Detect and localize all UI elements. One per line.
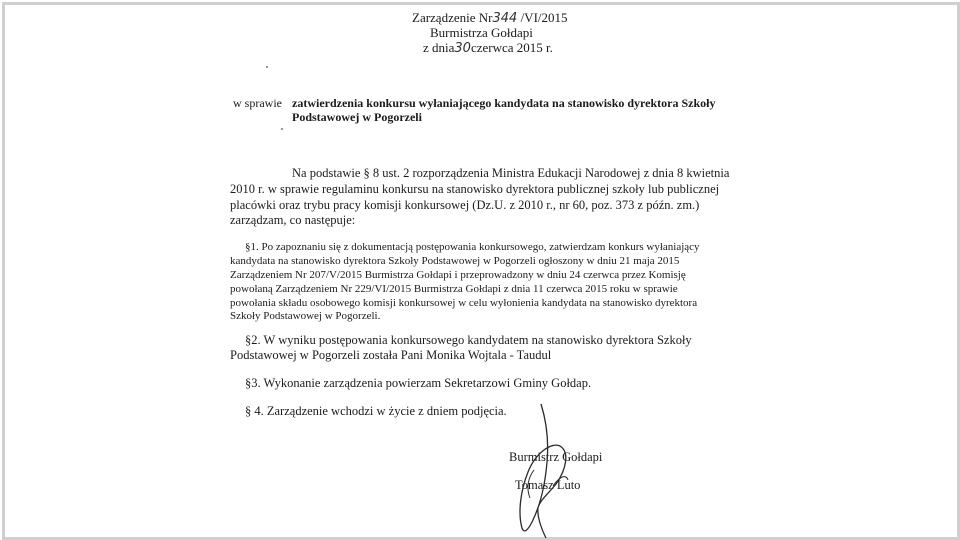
- section-1-line-6: Szkoły Podstawowej w Pogorzeli.: [230, 310, 381, 322]
- preamble-line-1: Na podstawie § 8 ust. 2 rozporządzenia Ministra Edukacji Narodowej z dnia 8 kwietnia: [292, 166, 730, 180]
- section-1-line-4: powołaną Zarządzeniem Nr 229/VI/2015 Burmistrza Gołdapi z dnia 11 czerwca 2015 roku w sprawie: [230, 283, 678, 295]
- preamble-line-2: 2010 r. w sprawie regulaminu konkursu na stanowisko dyrektora publicznej szkoły lub publicznej: [230, 182, 720, 196]
- subject-line-1: zatwierdzenia konkursu wyłaniającego kandydata na stanowisko dyrektora Szkoły: [292, 96, 716, 110]
- section-1-line-2: kandydata na stanowisko dyrektora Szkoły Podstawowej w Pogorzeli ogłoszony w dniu 21 maja 2015: [230, 255, 680, 267]
- title-suffix: /VI/2015: [520, 10, 568, 25]
- section-1-line-1: §1. Po zapoznaniu się z dokumentacją postępowania konkursowego, zatwierdzam konkurs wyłaniający: [245, 241, 700, 253]
- handwritten-number: 344: [492, 11, 518, 26]
- signature-name: Tomasz Luto: [515, 478, 581, 492]
- subject-line-2: Podstawowej w Pogorzeli: [292, 110, 422, 124]
- date-prefix: z dnia: [423, 40, 455, 55]
- handwritten-day: 30: [454, 41, 471, 56]
- preamble-line-4: zarządzam, co następuje:: [230, 213, 356, 227]
- section-2-line-2: Podstawowej w Pogorzeli została Pani Monika Wojtala - Taudul: [230, 348, 552, 362]
- signature-title: Burmistrz Gołdapi: [509, 450, 603, 464]
- section-2-line-1: §2. W wyniku postępowania konkursowego kandydatem na stanowisko dyrektora Szkoły: [245, 333, 692, 347]
- header-issuer: Burmistrza Gołdapi: [430, 25, 533, 40]
- section-4-line-1: § 4. Zarządzenie wchodzi w życie z dniem podjęcia.: [245, 404, 507, 418]
- title-prefix: Zarządzenie Nr: [412, 10, 493, 25]
- section-3-line-1: §3. Wykonanie zarządzenia powierzam Sekretarzowi Gminy Gołdap.: [245, 376, 592, 390]
- section-1-line-3: Zarządzeniem Nr 207/V/2015 Burmistrza Gołdapi i przeprowadzony w dniu 24 czerwca przez Komisję: [230, 269, 686, 281]
- section-1-line-5: powołania składu osobowego komisji konkursowej w celu wyłonienia kandydata na stanowisko dyrektora: [230, 297, 698, 309]
- subject-label: w sprawie: [233, 96, 282, 110]
- preamble-line-3: placówki oraz trybu pracy komisji konkursowej (Dz.U. z 2010 r., nr 60, poz. 373 z późn. zm.): [230, 198, 700, 212]
- date-suffix: czerwca 2015 r.: [470, 40, 553, 55]
